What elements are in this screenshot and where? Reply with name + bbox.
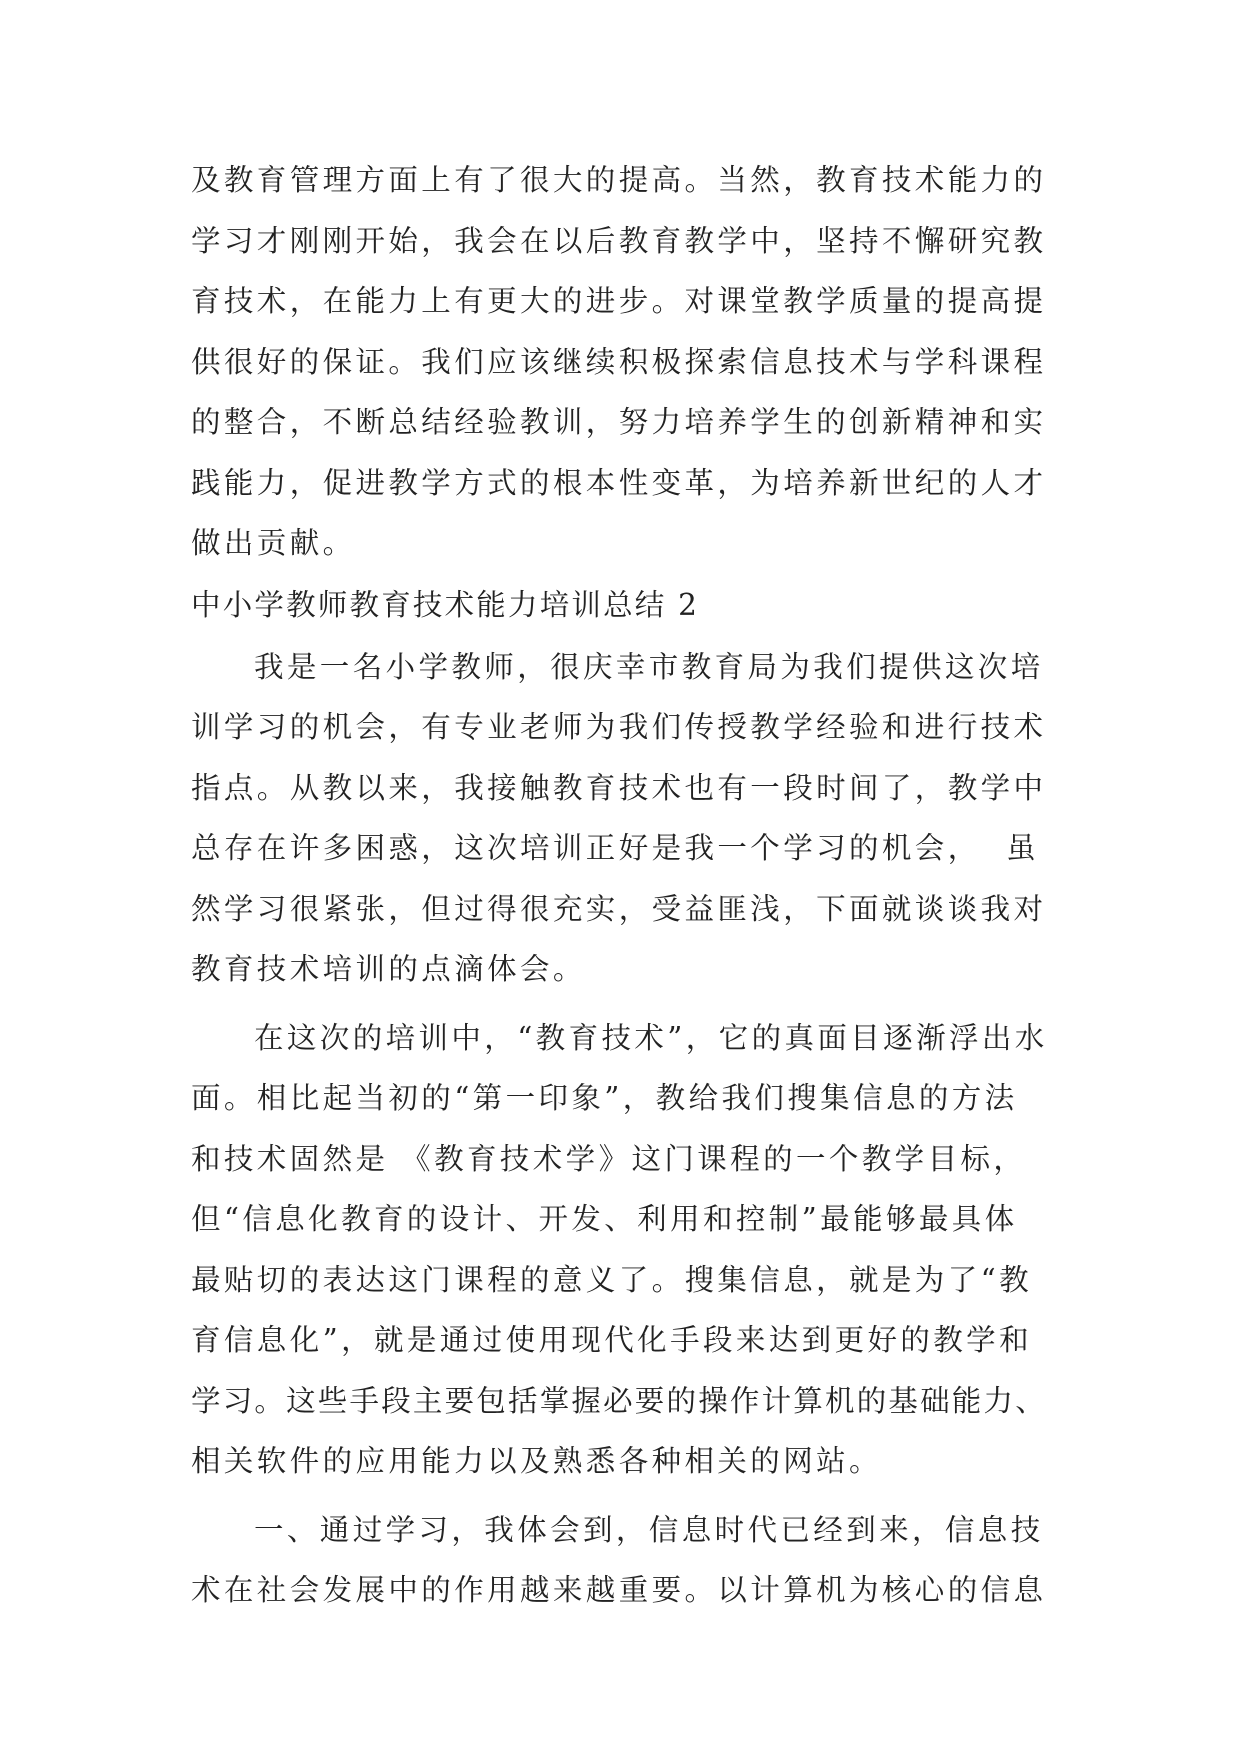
text-line: 育技术，在能力上有更大的进步。对课堂教学质量的提高提 <box>191 284 1047 318</box>
text-line: 学习。这些手段主要包括掌握必要的操作计算机的基础能力、 <box>191 1383 1047 1418</box>
section-heading: 中小学教师教育技术能力培训总结 2 <box>191 587 700 622</box>
paragraph-4 <box>191 1500 1051 1621</box>
text-line: 和技术固然是 《教育技术学》这门课程的一个教学目标， <box>191 1141 1027 1176</box>
text-line: 然学习很紧张，但过得很充实，受益匪浅，下面就谈谈我对 <box>191 891 1047 926</box>
paragraph-3 <box>191 1008 1051 1492</box>
text-line: 相关软件的应用能力以及熟悉各种相关的网站。 <box>191 1444 882 1478</box>
paragraph-2 <box>191 637 1051 1000</box>
text-line: 学习才刚刚开始，我会在以后教育教学中，坚持不懈研究教 <box>191 223 1047 258</box>
text-line: 供很好的保证。我们应该继续积极探索信息技术与学科课程 <box>191 344 1047 379</box>
text-line: 我是一名小学教师，很庆幸市教育局为我们提供这次培 <box>254 649 1044 684</box>
text-line: 总存在许多困惑，这次培训正好是我一个学习的机会， 虽 <box>191 831 1040 865</box>
text-line: 一、通过学习，我体会到，信息时代已经到来，信息技 <box>254 1512 1044 1547</box>
paragraph-1 <box>191 150 1051 574</box>
text-line: 及教育管理方面上有了很大的提高。当然，教育技术能力的 <box>191 163 1047 197</box>
text-line: 育信息化”，就是通过使用现代化手段来达到更好的教学和 <box>191 1323 1032 1357</box>
document-body <box>191 150 1051 1621</box>
text-line: 但“信息化教育的设计、开发、利用和控制”最能够最具体 <box>191 1202 1018 1236</box>
text-line: 教育技术培训的点滴体会。 <box>191 952 586 986</box>
text-line: 面。相比起当初的“第一印象”，教给我们搜集信息的方法 <box>191 1081 1018 1115</box>
text-line: 最贴切的表达这门课程的意义了。搜集信息，就是为了“教 <box>191 1262 1032 1297</box>
text-line: 做出贡献。 <box>191 526 356 560</box>
text-line: 践能力，促进教学方式的根本性变革，为培养新世纪的人才 <box>191 465 1047 500</box>
text-line: 术在社会发展中的作用越来越重要。以计算机为核心的信息 <box>191 1573 1047 1607</box>
text-line: 训学习的机会，有专业老师为我们传授教学经验和进行技术 <box>191 710 1047 744</box>
text-line: 在这次的培训中，“教育技术”，它的真面目逐渐浮出水 <box>254 1020 1048 1055</box>
text-line: 指点。从教以来，我接触教育技术也有一段时间了，教学中 <box>191 770 1047 805</box>
text-line: 的整合，不断总结经验教训，努力培养学生的创新精神和实 <box>191 405 1047 439</box>
